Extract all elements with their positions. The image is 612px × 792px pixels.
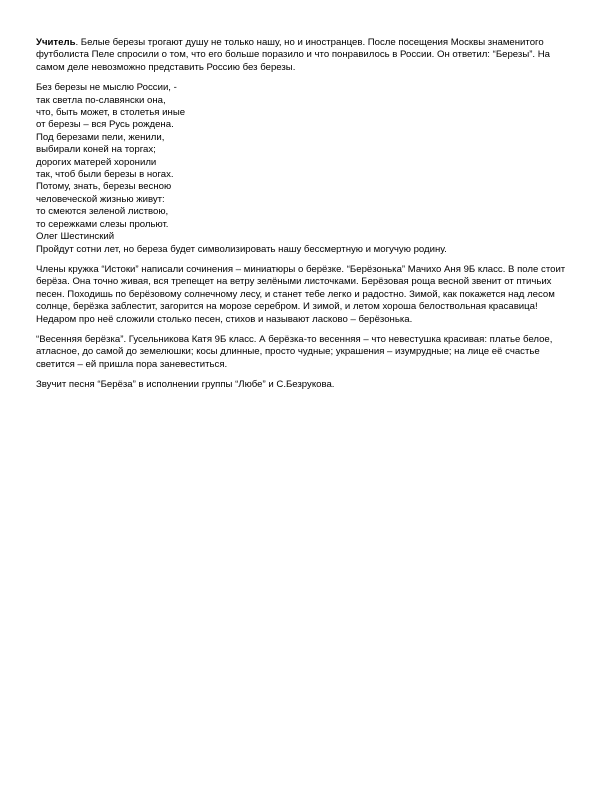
poem-line: что, быть может, в столетья иные — [36, 107, 186, 119]
poem-line: дорогих матерей хоронили — [36, 156, 157, 168]
poem-line: Без березы не мыслю России, - — [36, 82, 177, 94]
poem-line: Потому, знать, березы весною — [36, 181, 172, 193]
after-poem-paragraph: Пройдут сотни лет, но береза будет символизировать нашу бессмертную и могучую родину. — [36, 243, 447, 255]
poem-line: то смеются зеленой листвою, — [36, 206, 169, 218]
intro-paragraph — [36, 37, 576, 74]
poem-line: от березы – вся Русь рождена. — [36, 119, 174, 131]
body-paragraph: Члены кружка “Истоки” написали сочинения – миниатюры о берёзке. “Берёзонька” Мачихо Аня 9Б класс. В поле стоит берёза. Она точно живая, вся трепещет на ветру зелёными листочками. Берёзовая роща весной звенит от птичьих песен. Походишь по берёзовому солнечному лесу, и станет тебе легко и радостно. Зимой, как покажется над лесом солнце, берёзка заблестит, загорится на морозе серебром. И зимой, и летом хороша белоствольная красавица! Недаром про неё сложили столько песен, стихов и называют ласково – берёзонька. — [36, 263, 566, 325]
poem-line: так светла по-славянски она, — [36, 94, 166, 106]
poem-line: человеческой жизнью живут: — [36, 193, 165, 205]
poem-line: Под березами пели, женили, — [36, 131, 165, 143]
poem — [36, 82, 576, 243]
body-paragraph: “Весенняя берёзка”. Гусельникова Катя 9Б класс. А берёзка-то весенняя – что невестушка красивая: платье белое, атласное, до самой до земелюшки; косы длинные, просто чудные; украшения – изумрудные; на лице её счастье светится – ей пришла пора заневеститься. — [36, 333, 553, 370]
poem-line: так, чтоб были березы в ногах. — [36, 169, 174, 181]
body-paragraph: Звучит песня “Берёза” в исполнении группы “Любе” и С.Безрукова. — [36, 379, 335, 391]
intro-text: . Белые березы трогают душу не только нашу, но и иностранцев. После посещения Москвы знаменитого футболиста Пеле спросили о том, что его больше поразило и что понравилось в России. Он ответил: “Березы”. На самом деле невозможно представить Россию без березы. — [36, 37, 551, 73]
speaker-label: Учитель — [36, 37, 76, 48]
poem-author: Олег Шестинский — [36, 231, 115, 243]
poem-line: то сережками слезы прольют. — [36, 218, 169, 230]
poem-line: выбирали коней на торгах; — [36, 144, 156, 156]
